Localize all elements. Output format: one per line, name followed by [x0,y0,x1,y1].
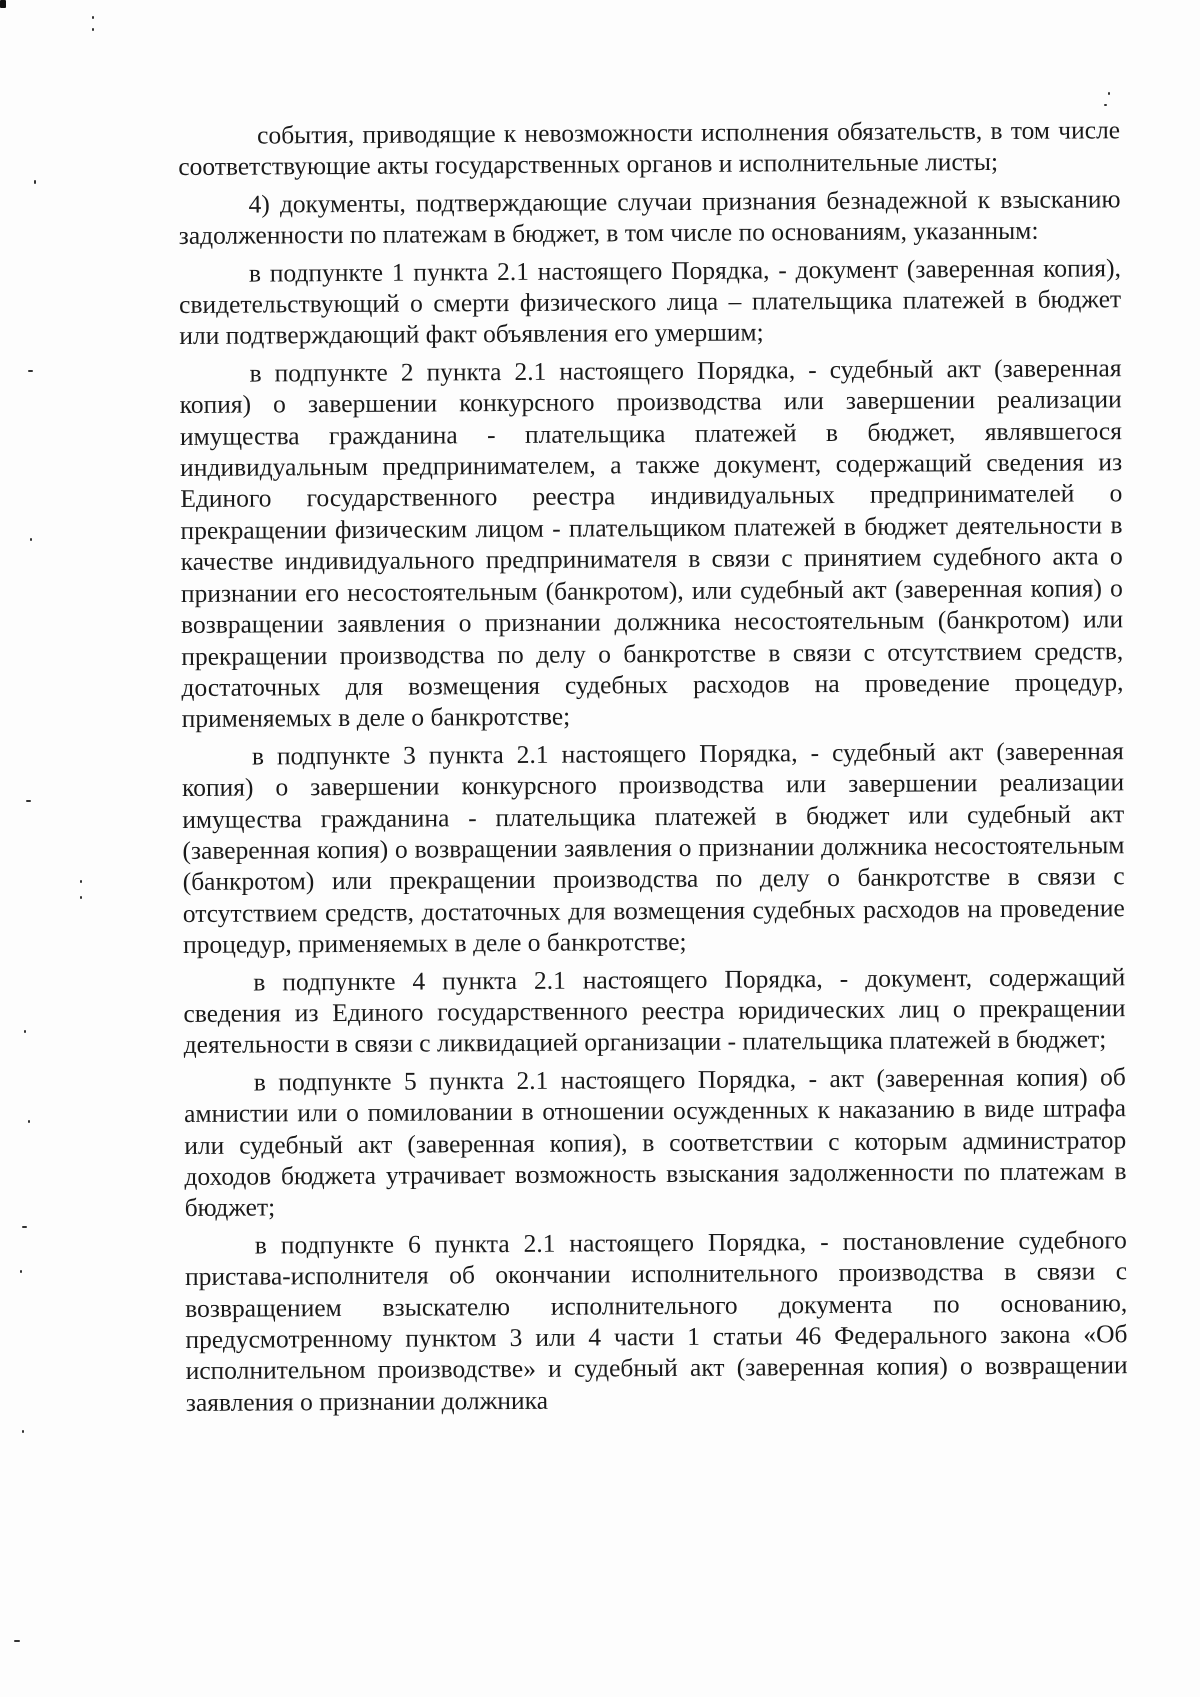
scan-speck [30,538,32,541]
document-body [178,114,1128,1424]
scan-speck [1104,104,1107,106]
paragraph-5: в подпункте 3 пункта 2.1 настоящего Порядка, - судебный акт (заверенная копия) о завершении конкурсного производства или завершении реализации имущества гражданина - плательщика платежей в бюджет или судебный акт (заверенная копия) о возвращении заявления о признании должника несостоятельным (банкротом) или прекращении производства по делу о банкротстве в связи с отсутствием средств, достаточных для возмещения судебных расходов на проведение процедур, применяемых в деле о банкротстве; [181,735,1125,960]
paragraph-7: в подпункте 5 пункта 2.1 настоящего Порядка, - акт (заверенная копия) об амнистии или о помиловании в отношении осужденных к наказанию в виде штрафа или судебный акт (заверенная копия), в соответствии с которым администратор доходов бюджета утрачивает возможность взыскания задолженности по платежам в бюджет; [183,1062,1127,1223]
scan-speck [80,896,82,899]
scan-speck [14,1640,20,1642]
scan-speck [0,0,6,8]
scan-speck [26,800,31,802]
paragraph-4: в подпункте 2 пункта 2.1 настоящего Порядка, - судебный акт (заверенная копия) о завершении конкурсного производства или завершении реализации имущества гражданина - плательщика платежей в бюджет, являвшегося индивидуальным предпринимателем, а также документ, содержащий сведения из Единого государственного реестра индивидуальных предпринимателей о прекращении физическим лицом - плательщиком платежей в бюджет деятельности в качестве индивидуального предпринимателя в связи с принятием судебного акта о признании его несостоятельным (банкротом), или судебный акт (заверенная копия) о возвращении заявления о признании должника несостоятельным (банкротом) или прекращении производства по делу о банкротстве в связи с отсутствием средств, достаточных для возмещения судебных расходов на проведение процедур, применяемых в деле о банкротстве; [179,353,1124,734]
scan-speck [34,180,36,184]
paragraph-8: в подпункте 6 пункта 2.1 настоящего Порядка, - постановление судебного пристава-исполнителя об окончании исполнительного производства в связи с возвращением взыскателю исполнительного документа по основанию, предусмотренному пунктом 3 или 4 части 1 статьи 46 Федерального закона «Об исполнительном производстве» и судебный акт (заверенная копия) о возвращении заявления о признании должника [184,1225,1128,1417]
scan-speck [20,1270,22,1273]
scan-speck [1108,92,1110,95]
paragraph-2: 4) документы, подтверждающие случаи признания безнадежной к взысканию задолженности по платежам в бюджет, в том числе по основаниям, указанным: [178,184,1121,251]
scan-speck [28,370,33,372]
paragraph-3: в подпункте 1 пункта 2.1 настоящего Порядка, - документ (заверенная копия), свидетельствующий о смерти физического лица – плательщика платежей в бюджет или подтверждающий факт объявления его умершим; [179,252,1122,351]
scan-speck [22,1226,27,1228]
scan-speck [22,1430,24,1433]
scan-speck [80,880,82,883]
paragraph-6: в подпункте 4 пункта 2.1 настоящего Порядка, - документ, содержащий сведения из Единого государственного реестра юридических лиц о прекращении деятельности в связи с ликвидацией организации - плательщика платежей в бюджет; [183,961,1126,1060]
paragraph-1: события, приводящие к невозможности исполнения обязательств, в том числе соответствующие акты государственных органов и исполнительные листы; [178,115,1121,182]
scan-speck [24,1030,26,1033]
scan-speck [92,28,94,31]
scan-speck [28,1120,30,1123]
scan-speck [92,16,94,19]
